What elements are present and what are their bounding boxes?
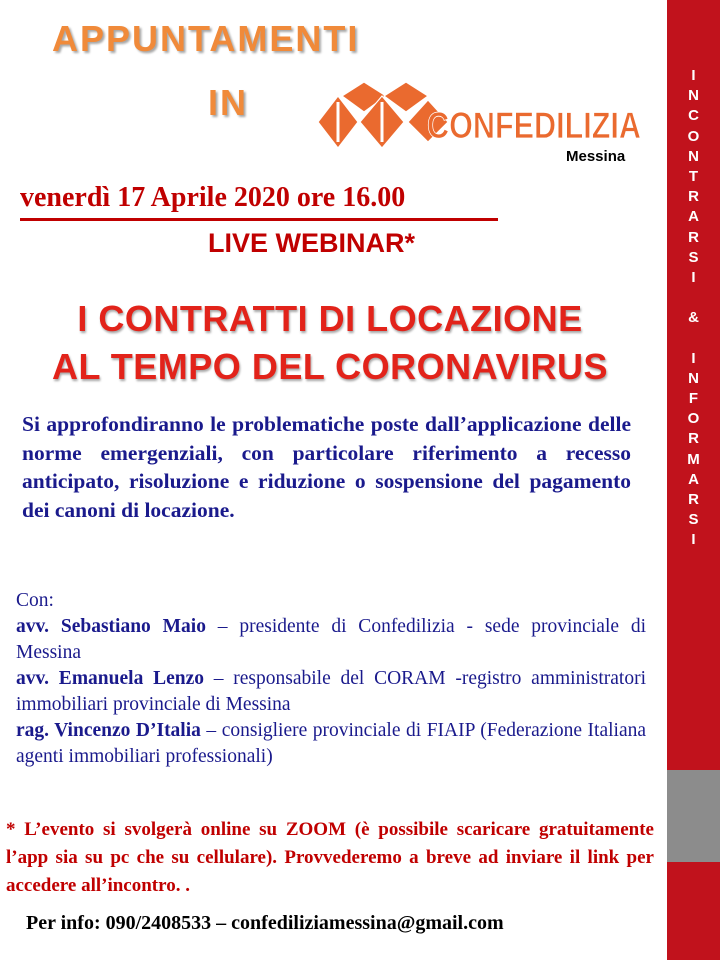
sidebar-letter: S <box>688 511 699 529</box>
title-line-2: AL TEMPO DEL CORONAVIRUS <box>51 346 609 387</box>
speaker-role: – responsabile del CORAM -registro amministratori immobiliari provinciale di Messina <box>16 668 646 715</box>
sidebar-letter: I <box>691 67 696 84</box>
event-format: LIVE WEBINAR* <box>208 228 416 258</box>
speaker-role: – consigliere provinciale di FIAIP (Federazione Italiana agenti immobiliari professionali) <box>16 720 647 767</box>
zoom-note: * L’evento si svolgerà online su ZOOM (è possibile scaricare gratuitamente l’app sia su pc che su cellulare). Provvederemo a breve ad inviare il link per accedere all’incontro. . <box>6 819 654 896</box>
sidebar-letter: M <box>687 450 700 468</box>
logo-city: Messina <box>566 148 626 165</box>
event-date: venerdì 17 Aprile 2020 ore 16.00 <box>20 182 406 213</box>
sidebar-vertical-text <box>667 66 720 551</box>
speakers-section <box>16 588 646 770</box>
speaker-role: – presidente di Confedilizia - sede provinciale di Messina <box>16 616 647 663</box>
contact-info: Per info: 090/2408533 – confediliziamessina@gmail.com <box>26 912 504 934</box>
sidebar-letter <box>667 288 720 308</box>
sidebar-banner <box>667 0 720 960</box>
sidebar-letter: T <box>688 167 699 185</box>
sidebar-letter <box>667 328 720 348</box>
sidebar-letter: N <box>688 147 699 165</box>
confedilizia-logo <box>310 82 645 152</box>
sidebar-letter: O <box>687 410 700 428</box>
speaker-name: rag. Vincenzo D’Italia <box>16 720 201 741</box>
speaker-name: avv. Sebastiano Maio <box>16 616 206 637</box>
event-description: Si approfondiranno le problematiche poste dall’applicazione delle norme emergenziali, con particolare riferimento a recesso anticipato, risoluzione e riduzione o sospensione del pagamento dei canoni di locazione. <box>22 412 631 522</box>
sidebar-letter: N <box>688 87 699 105</box>
title-line-1: I CONTRATTI DI LOCAZIONE <box>77 298 583 339</box>
sidebar-letter: F <box>688 390 699 407</box>
sidebar-letter: A <box>688 470 699 488</box>
speakers-intro: Con: <box>16 590 54 611</box>
sidebar-letter: I <box>691 268 696 286</box>
sidebar-letter: R <box>688 490 699 508</box>
speaker-name: avv. Emanuela Lenzo <box>16 668 204 689</box>
sidebar-letter: N <box>688 369 699 387</box>
sidebar-letter: & <box>688 309 699 327</box>
logo-wordmark: CONFEDILIZIA <box>427 105 641 146</box>
header-line-1: APPUNTAMENTI <box>52 18 360 59</box>
sidebar-letter: I <box>691 531 696 549</box>
sidebar-letter: R <box>688 228 699 246</box>
sidebar-gray-block <box>667 770 720 862</box>
sidebar-letter: S <box>688 248 699 266</box>
sidebar-red-bottom <box>667 862 720 960</box>
sidebar-letter: A <box>688 208 699 226</box>
sidebar-letter: I <box>691 349 696 367</box>
sidebar-letter: R <box>688 430 699 448</box>
sidebar-letter: R <box>688 188 699 206</box>
event-date-underline <box>20 218 498 221</box>
speaker-item <box>16 666 646 718</box>
sidebar-letter: O <box>687 127 700 145</box>
header-line-2: IN <box>208 82 248 123</box>
speaker-item <box>16 718 646 770</box>
speaker-item <box>16 614 646 666</box>
sidebar-letter: C <box>688 107 699 125</box>
